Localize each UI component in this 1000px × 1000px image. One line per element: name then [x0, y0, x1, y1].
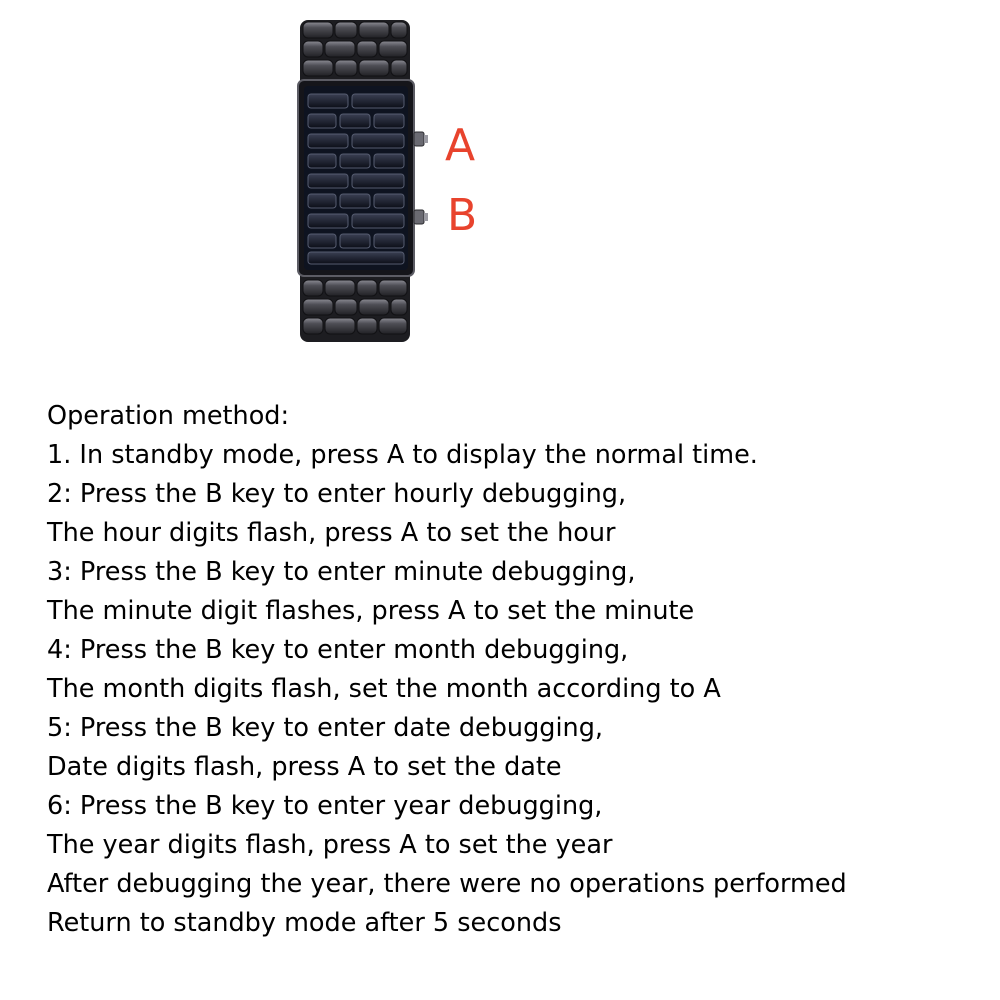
instruction-line: Return to standby mode after 5 seconds [47, 908, 562, 938]
instruction-line: 2: Press the B key to enter hourly debugging, [47, 479, 627, 509]
instruction-line: 6: Press the B key to enter year debugging, [47, 791, 603, 821]
button-a-label: A [445, 120, 476, 171]
instruction-line: After debugging the year, there were no operations performed [47, 869, 847, 899]
instruction-line: The month digits flash, set the month according to A [47, 674, 721, 704]
instruction-line: The year digits flash, press A to set the year [47, 830, 613, 860]
instruction-line: The hour digits flash, press A to set the hour [47, 518, 616, 548]
instruction-line: 1. In standby mode, press A to display the normal time. [47, 440, 758, 470]
led-watch-bracelet-icon [290, 14, 440, 348]
instruction-line: 5: Press the B key to enter date debugging, [47, 713, 604, 743]
instruction-heading: Operation method: [47, 401, 290, 431]
instruction-line: Date digits flash, press A to set the date [47, 752, 562, 782]
button-b-label: B [447, 190, 478, 241]
operation-instructions [47, 397, 987, 943]
instruction-line: The minute digit flashes, press A to set the minute [47, 596, 695, 626]
instruction-line: 4: Press the B key to enter month debugging, [47, 635, 629, 665]
instruction-line: 3: Press the B key to enter minute debugging, [47, 557, 636, 587]
